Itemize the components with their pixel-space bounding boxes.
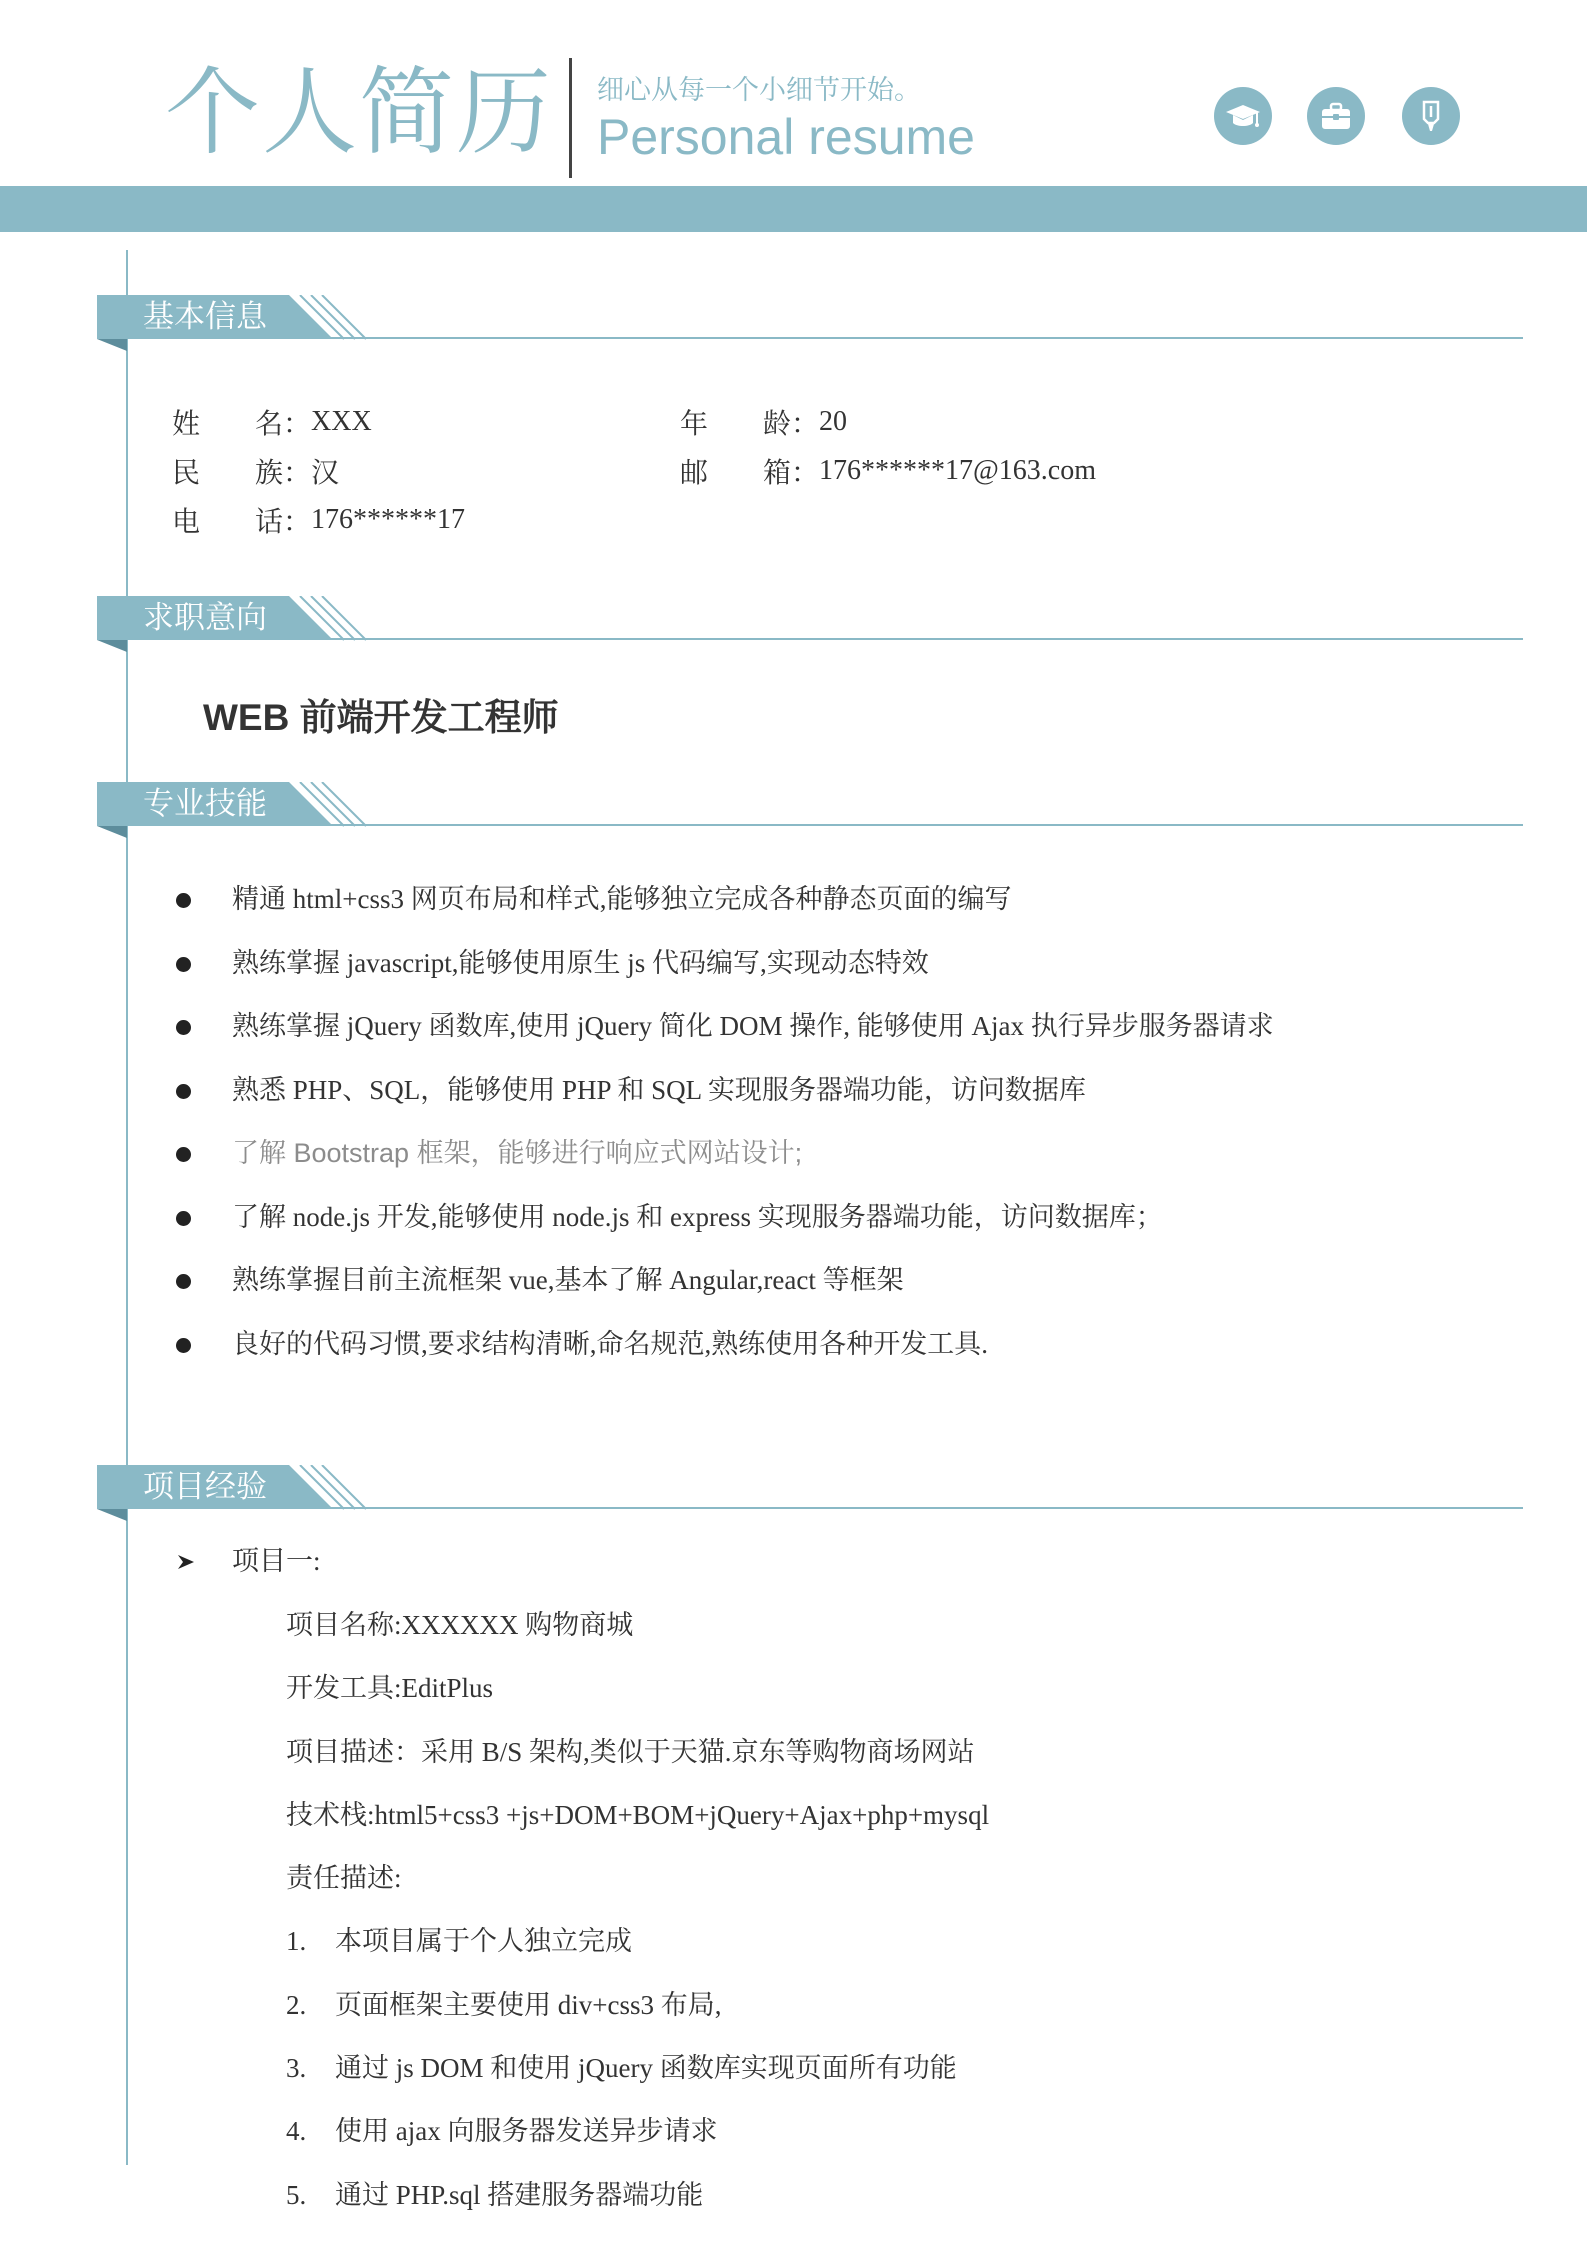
list-item — [286, 2100, 989, 2163]
field-label: 话： — [255, 505, 312, 537]
resume-subtitle: Personal resume — [597, 109, 975, 165]
section-title: 专业技能 — [143, 786, 267, 821]
title-divider — [569, 58, 572, 178]
item-number: 5. — [286, 2179, 307, 2210]
job-position: WEB 前端开发工程师 — [203, 697, 559, 738]
item-number: 3. — [286, 2053, 307, 2084]
project-name: 项目名称:XXXXXX 购物商城 — [286, 1610, 634, 1640]
bullet-icon — [176, 1020, 191, 1035]
field-value: 176******17 — [311, 503, 466, 535]
section-header-skills — [97, 782, 1527, 840]
bullet-icon — [176, 1084, 191, 1099]
field-ethnicity — [172, 446, 680, 495]
field-value: XXX — [311, 405, 372, 437]
field-label: 箱： — [763, 456, 820, 488]
duty-text: 本项目属于个人独立完成 — [335, 1926, 632, 1957]
skill-text: 熟练掌握 javascript,能够使用原生 js 代码编写,实现动态特效 — [232, 947, 929, 978]
field-age — [680, 397, 1280, 446]
field-value: 176******17@163.com — [819, 454, 1097, 486]
section-ribbon — [97, 295, 1527, 353]
list-item — [286, 1974, 989, 2037]
field-label: 邮 — [680, 456, 709, 488]
field-value: 汉 — [311, 457, 340, 489]
pen-icon — [1402, 87, 1460, 145]
resume-title: 个人简历 — [165, 60, 554, 166]
field-label: 姓 — [172, 407, 201, 439]
list-item — [286, 1910, 989, 1973]
duty-text: 通过 js DOM 和使用 jQuery 函数库实现页面所有功能 — [335, 2053, 957, 2084]
section-header-job-intent — [97, 596, 1527, 654]
bullet-icon — [176, 1147, 191, 1162]
project-heading — [176, 1530, 321, 1593]
skill-text: 熟悉 PHP、SQL，能够使用 PHP 和 SQL 实现服务器端功能，访问数据库 — [232, 1074, 1086, 1105]
project-description: 项目描述：采用 B/S 架构,类似于天猫.京东等购物商场网站 — [286, 1736, 975, 1767]
duty-text: 通过 PHP.sql 搭建服务器端功能 — [335, 2179, 704, 2210]
list-item — [176, 868, 1274, 932]
timeline-line — [126, 250, 128, 2165]
section-title: 求职意向 — [143, 600, 267, 635]
item-number: 4. — [286, 2116, 307, 2147]
list-item — [176, 1249, 1274, 1313]
list-item — [286, 2164, 989, 2227]
list-item — [176, 1059, 1274, 1123]
skill-text: 了解 Bootstrap 框架，能够进行响应式网站设计; — [232, 1138, 803, 1168]
item-number: 1. — [286, 1926, 307, 1957]
bullet-icon — [176, 1274, 191, 1289]
section-header-projects — [97, 1465, 1527, 1523]
field-label: 民 — [172, 456, 201, 488]
skill-text: 了解 node.js 开发,能够使用 node.js 和 express 实现服务器端功能，访问数据库； — [232, 1201, 1163, 1232]
bullet-icon — [176, 893, 191, 908]
field-value: 20 — [819, 405, 848, 437]
list-item — [176, 995, 1274, 1059]
briefcase-icon — [1307, 87, 1365, 145]
project-duty-label: 责任描述: — [286, 1863, 402, 1894]
skills-list — [176, 868, 1274, 1376]
list-item — [176, 932, 1274, 996]
arrow-bullet-icon — [176, 1530, 232, 1593]
skill-text: 精通 html+css3 网页布局和样式,能够独立完成各种静态页面的编写 — [232, 884, 1012, 914]
project-tool: 开发工具:EditPlus — [286, 1673, 494, 1704]
duty-text: 使用 ajax 向服务器发送异步请求 — [335, 2116, 718, 2147]
bullet-icon — [176, 1211, 191, 1226]
duty-text: 页面框架主要使用 div+css3 布局, — [335, 1989, 722, 2020]
project-details — [286, 1594, 989, 2227]
header-band — [0, 186, 1587, 232]
skill-text: 熟练掌握目前主流框架 vue,基本了解 Angular,react 等框架 — [232, 1265, 904, 1295]
field-name — [172, 397, 680, 446]
skill-text: 熟练掌握 jQuery 函数库,使用 jQuery 简化 DOM 操作, 能够使用 Ajax 执行异步服务器请求 — [232, 1011, 1274, 1041]
field-email — [680, 446, 1280, 495]
basic-info-grid — [172, 397, 1372, 544]
skill-text: 良好的代码习惯,要求结构清晰,命名规范,熟练使用各种开发工具. — [232, 1328, 988, 1359]
project-title: 项目一: — [232, 1546, 321, 1576]
list-item — [176, 1122, 1274, 1186]
field-label: 族： — [255, 456, 312, 488]
bullet-icon — [176, 1338, 191, 1353]
resume-slogan: 细心从每一个小细节开始。 — [597, 75, 921, 105]
section-ribbon — [97, 782, 1527, 840]
item-number: 2. — [286, 1989, 307, 2020]
field-label: 电 — [172, 505, 201, 537]
field-phone — [172, 495, 680, 544]
section-title: 基本信息 — [143, 299, 267, 334]
bullet-icon — [176, 957, 191, 972]
section-ribbon — [97, 1465, 1527, 1523]
field-label: 名： — [255, 407, 312, 439]
section-title: 项目经验 — [143, 1469, 267, 1504]
list-item — [176, 1186, 1274, 1250]
graduation-cap-icon — [1214, 87, 1272, 145]
section-header-basic-info — [97, 295, 1527, 353]
list-item — [176, 1313, 1274, 1377]
list-item — [286, 2037, 989, 2100]
field-label: 年 — [680, 407, 709, 439]
section-ribbon — [97, 596, 1527, 654]
field-label: 龄： — [763, 407, 820, 439]
project-stack: 技术栈:html5+css3 +js+DOM+BOM+jQuery+Ajax+php+mysql — [286, 1799, 990, 1830]
